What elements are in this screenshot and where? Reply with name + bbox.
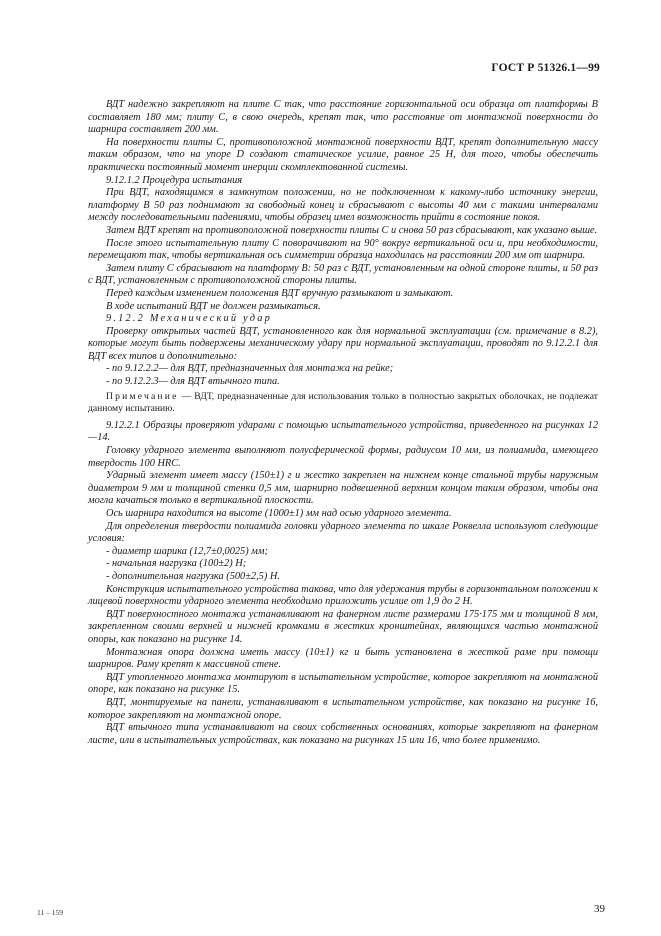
paragraph-text: После этого испытательную плиту С поворачивают на 90° вокруг вертикальной оси и, при необходимости, перемещают так, чтобы вертикальная ось симметрии образца находилась на расстоянии 200 мм от шарнира. (88, 237, 598, 262)
paragraph-text: На поверхности плиты С, противоположной монтажной поверхности ВДТ, крепят дополнительную массу таким образом, что на упоре D создают статическое усилие, равное 25 Н, для того, чтобы обеспечить практически постоянный момент инерции скомплектованной системы. (88, 136, 598, 173)
paragraph (88, 225, 598, 238)
paragraph (88, 288, 598, 301)
paragraph-text: Ударный элемент имеет массу (150±1) г и жестко закреплен на нижнем конце стальной трубы наружным диаметром 9 мм и толщиной стенки 0,5 мм, шарнирно подвешенной верхним концом таким образом, чтобы она могла качаться только в вертикальной плоскости. (88, 470, 598, 507)
paragraph (88, 584, 598, 609)
paragraph-text: - диаметр шарика (12,7±0,0025) мм; (106, 545, 268, 557)
paragraph (88, 697, 598, 722)
paragraph-text: При ВДТ, находящимся в замкнутом положении, но не подключенном к какому-либо источнику энергии, платформу В 50 раз поднимают за свободный конец и сбрасывают с высоты 40 мм с такими интервалами между последовательными падениями, чтобы образец имел возможность прийти в состояние покоя. (88, 187, 598, 224)
note-text: — ВДТ, предназначенные для использования только в полностью закрытых оболочках, не подлежат данному испытанию. (88, 390, 598, 415)
paragraph (88, 647, 598, 672)
paragraph (88, 609, 598, 647)
paragraph (88, 672, 598, 697)
page-number: 39 (594, 903, 605, 915)
document-body (88, 99, 598, 747)
paragraph-text: Для определения твердости полиамида головки ударного элемента по шкале Роквелла используют следующие условия: (88, 520, 598, 545)
paragraph (88, 445, 598, 470)
paragraph-text: 9.12.2.1 Образцы проверяют ударами с помощью испытательного устройства, приведенного на рисунках 12—14. (88, 419, 598, 444)
paragraph (88, 508, 598, 521)
paragraph (88, 470, 598, 508)
paragraph (88, 187, 598, 225)
paragraph-text: 9.12.1.2 Процедура испытания (106, 174, 243, 186)
list-item (88, 558, 598, 571)
paragraph-text: ВДТ втычного типа устанавливают на своих собственных основаниях, которые закрепляют на фанерном листе, или в испытательных устройствах, как показано на рисунках 15 или 16, что более применимо. (88, 722, 598, 746)
paragraph-text: Перед каждым изменением положения ВДТ вручную размыкают и замыкают. (106, 287, 454, 299)
paragraph-text: - дополнительная нагрузка (500±2,5) Н. (106, 570, 280, 582)
paragraph (88, 301, 598, 314)
paragraph-text: Монтажная опора должна иметь массу (10±1) кг и быть установлена в жесткой раме при помощи шарниров. Раму крепят к массивной стене. (88, 646, 598, 671)
subsection-heading (88, 313, 598, 326)
paragraph (88, 326, 598, 364)
paragraph (88, 99, 598, 137)
list-item (88, 546, 598, 559)
note-label: Примечание (106, 390, 179, 402)
list-item (88, 571, 598, 584)
paragraph-text: - по 9.12.2.3— для ВДТ втычного типа. (106, 376, 280, 388)
paragraph-text: Конструкция испытательного устройства такова, что для удержания трубы в горизонтальном положении к лицевой поверхности ударного элемента необходимо приложить усилие от 1,9 до 2 Н. (88, 583, 598, 608)
paragraph-text: Головку ударного элемента выполняют полусферической формы, радиусом 10 мм, из полиамида, имеющего твердость 100 HRC. (88, 445, 598, 469)
paragraph-text: Ось шарнира находится на высоте (1000±1) мм над осью ударного элемента. (106, 508, 452, 519)
note-paragraph (88, 391, 598, 416)
subsection-heading (88, 175, 598, 188)
paragraph-text: ВДТ поверхностного монтажа устанавливают на фанерном листе размерами 175·175 мм и толщиной 8 мм, закрепленном своими верхней и нижней кромками в жестких кронштейнах, являющихся частью монтажной опоры, как показано на рисунке 14. (88, 608, 598, 645)
paragraph (88, 263, 598, 288)
paragraph-text: 9.12.2 Механический удар (106, 313, 272, 325)
list-item (88, 376, 598, 389)
standard-number-header: ГОСТ Р 51326.1—99 (491, 62, 600, 74)
paragraph-text: ВДТ утопленного монтажа монтируют в испытательном устройстве, которое закрепляют на монтажной опоре, как показано на рисунке 15. (88, 671, 598, 696)
paragraph-text: - начальная нагрузка (100±2) Н; (106, 558, 247, 570)
print-code: 11 – 159 (37, 908, 63, 917)
paragraph-text: Проверку открытых частей ВДТ, установленного как для нормальной эксплуатации (см. примечание в 8.2), которые могут быть подвержены механическому удару при нормальной эксплуатации, проводят по 9.12.2.1 для ВДТ всех типов и дополнительно: (88, 325, 598, 362)
paragraph (88, 420, 598, 445)
paragraph-text: Затем плиту С сбрасывают на платформу В: 50 раз с ВДТ, установленным на одной стороне плиты, и 50 раз с ВДТ, установленным с противоположной стороны плиты. (88, 262, 598, 287)
paragraph-text: ВДТ, монтируемые на панели, устанавливают в испытательном устройстве, как показано на рисунке 16, которое закрепляют на монтажной опоре. (88, 696, 598, 721)
paragraph (88, 722, 598, 747)
list-item (88, 363, 598, 376)
paragraph-text: - по 9.12.2.2— для ВДТ, предназначенных для монтажа на рейке; (106, 363, 394, 375)
paragraph-text: ВДТ надежно закрепляют на плите С так, что расстояние горизонтальной оси образца от платформы В составляет 180 мм; плиту С, в свою очередь, крепят так, что расстояние от монтажной поверхности до шарнира составляет 200 мм. (88, 99, 598, 136)
paragraph-text: В ходе испытаний ВДТ не должен размыкаться. (106, 300, 321, 312)
paragraph (88, 137, 598, 175)
paragraph (88, 521, 598, 546)
paragraph-text: Затем ВДТ крепят на противоположной поверхности плиты С и снова 50 раз сбрасывают, как указано выше. (106, 224, 598, 236)
paragraph (88, 238, 598, 263)
